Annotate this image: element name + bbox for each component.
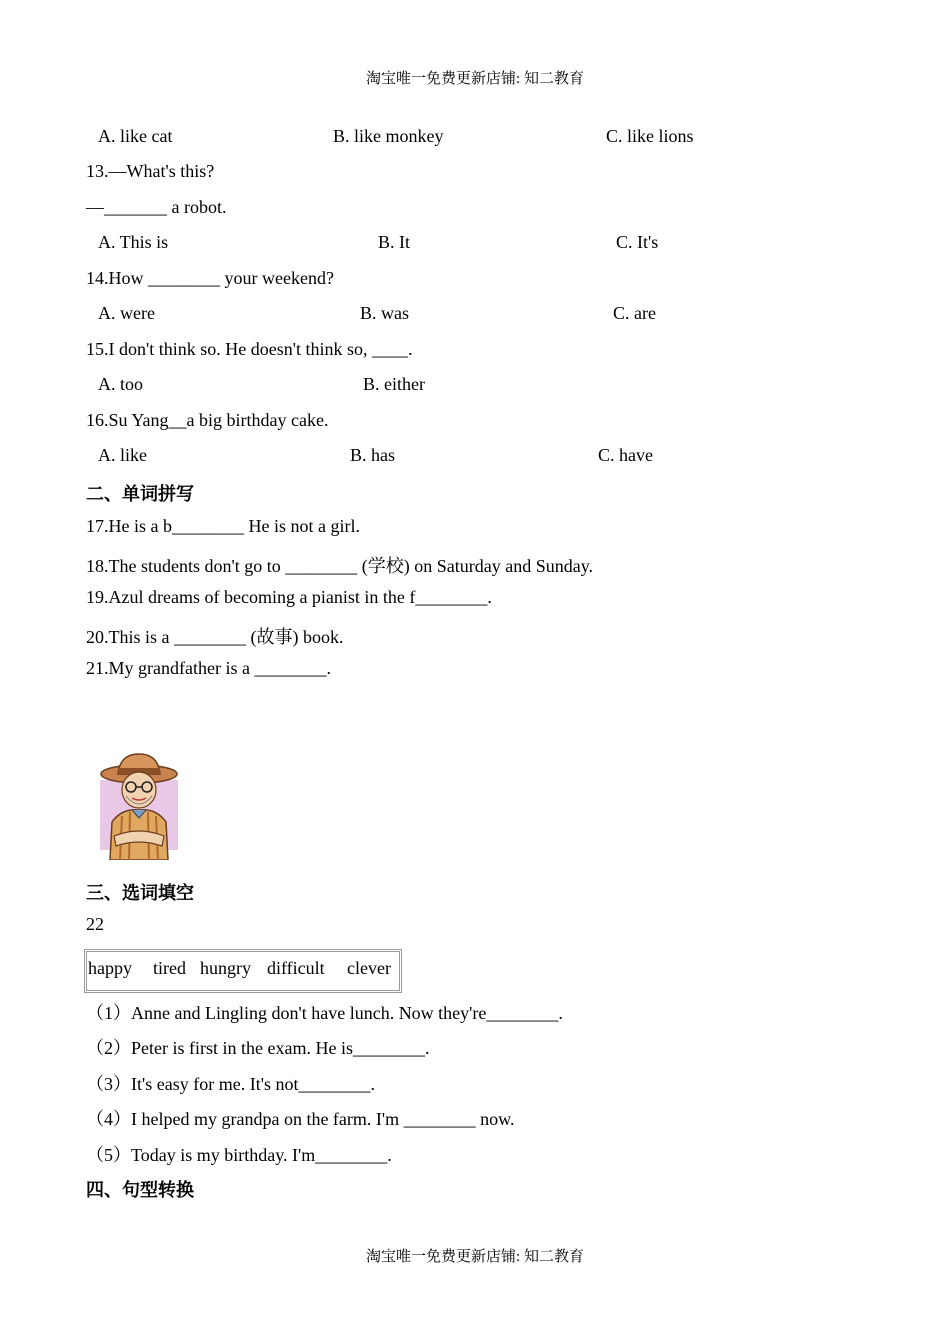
page-header: 淘宝唯一免费更新店铺: 知二教育: [366, 71, 584, 87]
q17-item: 17.He is a b________ He is not a girl.: [86, 516, 360, 536]
q16-option-a: A. like: [98, 445, 147, 465]
q22-item-1: （1）Anne and Lingling don't have lunch. Now they're________.: [86, 1003, 563, 1023]
q14-option-a: A. were: [98, 303, 155, 323]
section-4-title: 四、句型转换: [86, 1180, 194, 1201]
q12-option-b: B. like monkey: [333, 126, 444, 146]
q13-option-b: B. It: [378, 232, 411, 252]
q14-option-c: C. are: [613, 303, 656, 323]
q13-option-c: C. It's: [616, 232, 659, 252]
word-bank-word: tired: [153, 958, 186, 978]
q12-option-c: C. like lions: [606, 126, 694, 146]
q15-question: 15.I don't think so. He doesn't think so, ____.: [86, 339, 413, 359]
q13-question: 13.—What's this?: [86, 161, 215, 181]
q16-option-c: C. have: [598, 445, 653, 465]
word-bank-word: happy: [88, 958, 132, 978]
q12-option-a: A. like cat: [98, 126, 173, 146]
q21-item: 21.My grandfather is a ________.: [86, 658, 331, 678]
q20-item: 20.This is a ________ (故事) book.: [86, 627, 344, 647]
grandfather-illustration: [96, 752, 182, 860]
word-bank-word: clever: [347, 958, 391, 978]
q22-number: 22: [86, 914, 104, 934]
q18-item: 18.The students don't go to ________ (学校) on Saturday and Sunday.: [86, 556, 594, 576]
q16-option-b: B. has: [350, 445, 395, 465]
q15-option-a: A. too: [98, 374, 143, 394]
section-2-title: 二、单词拼写: [86, 484, 194, 505]
word-bank-word: hungry: [200, 958, 251, 978]
q15-option-b: B. either: [363, 374, 425, 394]
q16-question: 16.Su Yang__a big birthday cake.: [86, 410, 329, 430]
section-3-title: 三、选词填空: [86, 883, 194, 904]
page-footer: 淘宝唯一免费更新店铺: 知二教育: [366, 1249, 584, 1265]
q22-item-2: （2）Peter is first in the exam. He is________.: [86, 1038, 430, 1058]
q14-question: 14.How ________ your weekend?: [86, 268, 334, 288]
word-bank-box: [84, 949, 402, 993]
q22-item-4: （4）I helped my grandpa on the farm. I'm ________ now.: [86, 1109, 515, 1129]
q22-item-5: （5）Today is my birthday. I'm________.: [86, 1145, 392, 1165]
q22-item-3: （3）It's easy for me. It's not________.: [86, 1074, 375, 1094]
q13-answer-line: —_______ a robot.: [86, 197, 227, 217]
word-bank-word: difficult: [267, 958, 325, 978]
q19-item: 19.Azul dreams of becoming a pianist in the f________.: [86, 587, 492, 607]
q14-option-b: B. was: [360, 303, 409, 323]
q13-option-a: A. This is: [98, 232, 169, 252]
